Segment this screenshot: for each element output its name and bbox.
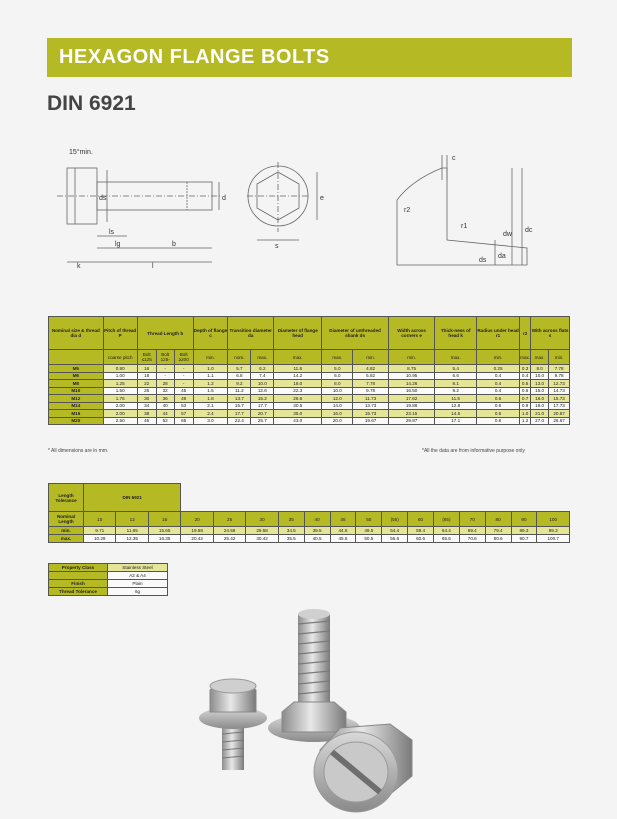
page-title: HEXAGON FLANGE BOLTS	[47, 38, 572, 77]
table-cell: 8.75	[388, 365, 435, 373]
table-cell: 5.0	[322, 365, 353, 373]
subheader-cell: Bolt 125-	[156, 350, 174, 365]
table-cell: 25.7	[251, 417, 274, 425]
label-r2: r2	[404, 207, 411, 214]
table-cell: 0.9	[520, 402, 531, 410]
table-cell: 23.15	[388, 410, 435, 418]
table-cell: 35.0	[274, 410, 322, 418]
col-header: Transition diameter da	[228, 317, 274, 350]
table-cell: 0.3	[520, 365, 531, 373]
table-cell: 45.5	[330, 535, 356, 543]
table-cell: 53	[174, 402, 193, 410]
table-cell: 15.2	[251, 395, 274, 403]
table-row	[49, 365, 570, 373]
table-cell: 1.8	[193, 395, 228, 403]
table-row	[49, 564, 168, 572]
property-value: 6g	[108, 588, 168, 596]
subheader-cell: min.	[476, 350, 519, 365]
table-cell: 30	[137, 395, 156, 403]
table-cell: 1.0	[520, 410, 531, 418]
table-cell: 32	[156, 387, 174, 395]
table-cell: 19.86	[388, 402, 435, 410]
table-cell: 8.0	[322, 380, 353, 388]
table-cell: 0.80	[103, 365, 137, 373]
table-cell: 12.0	[322, 395, 353, 403]
table-cell: 21.0	[531, 410, 549, 418]
table-cell: 11.8	[274, 365, 322, 373]
table-cell: 12.8	[435, 402, 477, 410]
label-s: s	[275, 243, 279, 250]
standard-heading: DIN 6921	[47, 92, 136, 115]
table-cell: 10.95	[388, 372, 435, 380]
label-e: e	[320, 195, 324, 202]
table-cell: -	[174, 372, 193, 380]
table-cell: 99.3	[537, 527, 570, 535]
table-cell: 0.4	[520, 372, 531, 380]
table-cell: 22.3	[274, 387, 322, 395]
table-cell: 17.73	[549, 402, 570, 410]
label-da: da	[498, 253, 506, 260]
table-cell: 45	[174, 387, 193, 395]
label-l: l	[152, 263, 154, 270]
table-cell: 0.4	[476, 372, 519, 380]
note-informative: *All the data are from informative purpose only	[422, 448, 525, 454]
table-cell: 1.1	[193, 372, 228, 380]
table-cell: 0.6	[476, 410, 519, 418]
nominal-length-cell: 12	[116, 512, 148, 527]
table-cell: 12.73	[549, 380, 570, 388]
table-cell: 1.50	[103, 387, 137, 395]
nominal-length-cell: 10	[84, 512, 116, 527]
table-row	[49, 387, 570, 395]
table-cell: 59.4	[408, 527, 434, 535]
nominal-length-cell: 25	[213, 512, 245, 527]
standard-label: DIN 6921	[84, 484, 181, 512]
row-header-cell: M16	[49, 410, 104, 418]
table-cell: 0.8	[476, 417, 519, 425]
table-cell: 14.2	[274, 372, 322, 380]
table-cell: 65	[174, 417, 193, 425]
property-label	[49, 572, 108, 580]
label-b: b	[172, 241, 176, 248]
table-row	[49, 402, 570, 410]
table-row	[49, 395, 570, 403]
subheader-cell: min.	[549, 350, 570, 365]
table-cell: 49.5	[356, 527, 382, 535]
table-cell: 64.4	[433, 527, 459, 535]
table-cell: 18.0	[274, 380, 322, 388]
note-units: * All dimensions are in mm.	[48, 448, 109, 454]
table-cell: 1.5	[193, 387, 228, 395]
row-header-cell: M6	[49, 372, 104, 380]
col-header: Thick-ness of head k	[435, 317, 477, 350]
table-cell: 55.6	[382, 535, 408, 543]
table-cell: 13.7	[228, 395, 251, 403]
table-cell: 11.73	[353, 395, 388, 403]
table-cell: 20.42	[181, 535, 213, 543]
table-cell: 7.4	[251, 372, 274, 380]
table-cell: 0.6	[476, 395, 519, 403]
table-cell: 3.0	[193, 417, 228, 425]
property-label: Property Class	[49, 564, 108, 572]
table-cell: 28	[156, 380, 174, 388]
subheader-cell: coarse pitch	[103, 350, 137, 365]
table-cell: 1.00	[103, 372, 137, 380]
subheader-cell: max.	[274, 350, 322, 365]
table-cell: -	[174, 365, 193, 373]
subheader-cell: max.	[520, 350, 531, 365]
nominal-length-cell: 50	[356, 512, 382, 527]
table-cell: 90.7	[511, 535, 537, 543]
table-cell: 40.5	[304, 535, 330, 543]
label-ds: ds	[99, 195, 107, 202]
table-cell: 15.73	[353, 410, 388, 418]
table-cell: 0.25	[476, 365, 519, 373]
table-cell: 15.0	[531, 387, 549, 395]
table-row	[49, 410, 570, 418]
col-header: With across flats s	[531, 317, 570, 350]
table-cell: 50.5	[356, 535, 382, 543]
technical-drawing	[47, 140, 572, 275]
table-cell: 0.4	[476, 387, 519, 395]
nominal-length-cell: (55)	[382, 512, 408, 527]
table-cell: 26.6	[274, 395, 322, 403]
table-cell: 89.3	[511, 527, 537, 535]
nominal-length-cell: 20	[181, 512, 213, 527]
table-cell: 18	[137, 372, 156, 380]
table-cell: 43.0	[274, 417, 322, 425]
table-cell: 30.42	[246, 535, 278, 543]
table-cell: 100.7	[537, 535, 570, 543]
table-row	[49, 380, 570, 388]
table-cell: 22.4	[228, 417, 251, 425]
table-cell: 16.0	[322, 410, 353, 418]
subheader-cell: max.	[531, 350, 549, 365]
table-cell: 70.6	[459, 535, 485, 543]
col-header: Radius under head r1	[476, 317, 519, 350]
table-cell: 0.6	[520, 387, 531, 395]
table-cell: 19.58	[181, 527, 213, 535]
label-ds-detail: ds	[479, 257, 487, 264]
table-cell: 24.58	[213, 527, 245, 535]
table-cell: 6.6	[435, 372, 477, 380]
table-cell: 69.4	[459, 527, 485, 535]
subheader-cell: max.	[435, 350, 477, 365]
table-cell: 38	[137, 410, 156, 418]
table-cell: 36	[156, 395, 174, 403]
table-cell: 10.0	[531, 372, 549, 380]
subheader-cell: nom.	[228, 350, 251, 365]
table-row	[49, 372, 570, 380]
table-cell: 29.87	[388, 417, 435, 425]
table-cell: 13.73	[353, 402, 388, 410]
length-tolerance-table	[48, 483, 570, 543]
label-r1: r1	[461, 223, 468, 230]
row-header-cell: M10	[49, 387, 104, 395]
table-cell: 29.58	[246, 527, 278, 535]
table-cell: -	[174, 380, 193, 388]
table-cell: 46	[137, 417, 156, 425]
label-dc: dc	[525, 227, 533, 234]
table-cell: 16.35	[148, 535, 180, 543]
label-k: k	[77, 263, 81, 270]
table-cell: 9.78	[353, 387, 388, 395]
label-d: d	[222, 195, 226, 202]
table-cell: 0.7	[520, 395, 531, 403]
table-cell: 2.00	[103, 402, 137, 410]
col-header: Depth of flange c	[193, 317, 228, 350]
nominal-length-cell: 100	[537, 512, 570, 527]
nominal-length-cell: 70	[459, 512, 485, 527]
table-cell: 18.0	[531, 402, 549, 410]
table-cell: 1.2	[520, 417, 531, 425]
table-cell: 14.0	[322, 402, 353, 410]
table-cell: 9.78	[549, 372, 570, 380]
table-cell: 15.7	[228, 402, 251, 410]
col-header: Nominal size & thread dia d	[49, 317, 104, 350]
row-header-cell: M5	[49, 365, 104, 373]
table-cell: 15.73	[549, 395, 570, 403]
table-cell: 19.67	[353, 417, 388, 425]
table-cell: 25.42	[213, 535, 245, 543]
table-cell: 14.6	[435, 410, 477, 418]
nominal-length-cell: 45	[330, 512, 356, 527]
table-cell: 11.2	[228, 387, 251, 395]
row-header-cell: M20	[49, 417, 104, 425]
property-value: A2 & A4	[108, 572, 168, 580]
property-label: Finish	[49, 580, 108, 588]
table-cell: 2.1	[193, 402, 228, 410]
table-row	[49, 527, 570, 535]
table-cell: 10.0	[251, 380, 274, 388]
col-header: Width across corners e	[388, 317, 435, 350]
table-cell: 80.6	[485, 535, 511, 543]
table-cell: 65.6	[433, 535, 459, 543]
nominal-length-cell: 80	[485, 512, 511, 527]
table-cell: 20.7	[251, 410, 274, 418]
table-cell: 4.82	[353, 365, 388, 373]
table-cell: 1.75	[103, 395, 137, 403]
subheader-cell: min.	[353, 350, 388, 365]
table-cell: 1.2	[193, 380, 228, 388]
small-bolt	[199, 679, 267, 770]
subheader-cell: Bolt ≥200	[174, 350, 193, 365]
nominal-length-cell: 40	[304, 512, 330, 527]
subheader-cell: min.	[388, 350, 435, 365]
table-cell: 52	[156, 417, 174, 425]
subheader-cell: Bolt ≤125	[137, 350, 156, 365]
table-cell: 26	[137, 387, 156, 395]
row-header-cell: M8	[49, 380, 104, 388]
table-cell: 2.50	[103, 417, 137, 425]
subheader-cell: max.	[322, 350, 353, 365]
table-cell: 7.78	[353, 380, 388, 388]
table-cell: 17.7	[251, 402, 274, 410]
table-cell: 14.26	[388, 380, 435, 388]
table-cell: 13.0	[531, 380, 549, 388]
label-dw: dw	[503, 231, 512, 238]
table-cell: 79.4	[485, 527, 511, 535]
table-cell: 8.0	[531, 365, 549, 373]
property-label: Thread Tolerance	[49, 588, 108, 596]
col-header: r2	[520, 317, 531, 350]
nominal-length-cell: 60	[408, 512, 434, 527]
table-cell: 12.6	[251, 387, 274, 395]
nominal-length-cell: 90	[511, 512, 537, 527]
row-header-cell: M12	[49, 395, 104, 403]
row-header-cell: max.	[49, 535, 84, 543]
table-cell: 5.7	[228, 365, 251, 373]
dimensions-table	[48, 316, 570, 425]
label-ls: ls	[109, 229, 115, 236]
table-cell: 9.2	[435, 387, 477, 395]
table-cell: 16.0	[531, 395, 549, 403]
table-cell: 16.50	[388, 387, 435, 395]
table-cell: 44	[156, 410, 174, 418]
col-header: Diameter of flange head	[274, 317, 322, 350]
table-cell: 26.67	[549, 417, 570, 425]
table-cell: 44.5	[330, 527, 356, 535]
tall-bolt	[268, 609, 360, 742]
nominal-length-cell: 30	[246, 512, 278, 527]
table-cell: 12.35	[116, 535, 148, 543]
subheader-cell: min.	[193, 350, 228, 365]
table-cell: 8.1	[435, 380, 477, 388]
table-cell: 6.2	[251, 365, 274, 373]
flange-detail	[397, 168, 527, 265]
table-cell: 30.5	[274, 402, 322, 410]
property-value: Plain	[108, 580, 168, 588]
table-cell: 0.6	[476, 402, 519, 410]
table-cell: 35.5	[278, 535, 304, 543]
table-cell: -	[156, 365, 174, 373]
length-tolerance-label: Length Tolerance	[49, 484, 84, 512]
table-cell: 10.29	[84, 535, 116, 543]
table-cell: 2.00	[103, 410, 137, 418]
subheader-cell: max.	[251, 350, 274, 365]
table-cell: 9.71	[84, 527, 116, 535]
table-cell: 11.5	[435, 395, 477, 403]
table-cell: 11.65	[116, 527, 148, 535]
table-cell: 57	[174, 410, 193, 418]
table-cell: 1.0	[193, 365, 228, 373]
table-row	[49, 535, 570, 543]
table-cell: 54.4	[382, 527, 408, 535]
table-cell: 6.8	[228, 372, 251, 380]
table-cell: 40	[156, 402, 174, 410]
table-cell: 16	[137, 365, 156, 373]
table-cell: 0.4	[476, 380, 519, 388]
subheader-cell	[49, 350, 104, 365]
table-cell: 20.67	[549, 410, 570, 418]
table-cell: 17.62	[388, 395, 435, 403]
nominal-length-label: Nominal Length	[49, 512, 84, 527]
table-cell: 22	[137, 380, 156, 388]
table-cell: 39.5	[304, 527, 330, 535]
col-header: Pitch of thread P	[103, 317, 137, 350]
table-cell: 34	[137, 402, 156, 410]
label-angle: 15°min.	[69, 149, 93, 156]
table-cell: 5.82	[353, 372, 388, 380]
table-cell: 20.0	[322, 417, 353, 425]
table-cell: 1.25	[103, 380, 137, 388]
table-row	[49, 588, 168, 596]
table-cell: 10.0	[322, 387, 353, 395]
material-table	[48, 563, 168, 596]
row-header-cell: min.	[49, 527, 84, 535]
table-cell: -	[156, 372, 174, 380]
table-row	[49, 417, 570, 425]
table-cell: 14.73	[549, 387, 570, 395]
table-cell: 49	[174, 395, 193, 403]
table-cell: 17.1	[435, 417, 477, 425]
col-header: Thread Length b	[137, 317, 193, 350]
table-cell: 60.6	[408, 535, 434, 543]
nominal-length-cell: (65)	[433, 512, 459, 527]
table-cell: 34.5	[278, 527, 304, 535]
table-cell: 15.65	[148, 527, 180, 535]
table-cell: 6.0	[322, 372, 353, 380]
nominal-length-cell: 16	[148, 512, 180, 527]
bolts-photo	[190, 600, 440, 819]
table-row	[49, 572, 168, 580]
label-c: c	[452, 155, 456, 162]
table-cell: 7.78	[549, 365, 570, 373]
nominal-length-cell: 35	[278, 512, 304, 527]
label-lg: lg	[115, 241, 121, 248]
table-cell: 27.0	[531, 417, 549, 425]
col-header: Diameter of unthreaded shank ds	[322, 317, 388, 350]
row-header-cell: M14	[49, 402, 104, 410]
table-cell: 0.5	[520, 380, 531, 388]
table-cell: 9.2	[228, 380, 251, 388]
table-cell: 17.7	[228, 410, 251, 418]
table-cell: 2.4	[193, 410, 228, 418]
table-row	[49, 580, 168, 588]
property-value: Stainless Steel	[108, 564, 168, 572]
table-cell: 5.4	[435, 365, 477, 373]
